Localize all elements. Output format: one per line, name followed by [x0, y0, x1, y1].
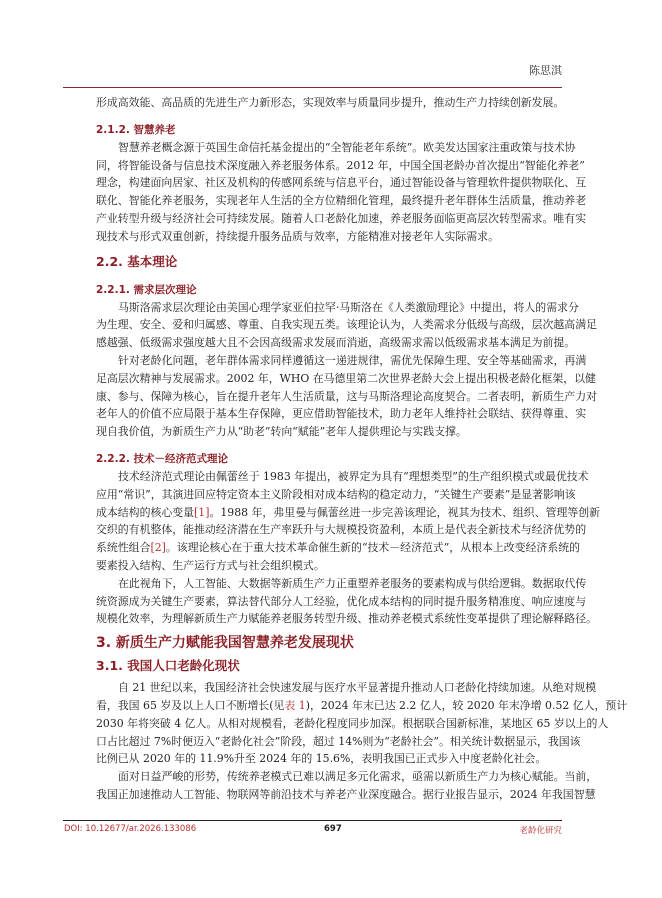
paragraph: [96, 575, 597, 628]
paragraph: [96, 468, 601, 575]
text-line: 应用“常识”，其演进回应特定资本主义阶段相对成本结构的稳定动力，“关键生产要素”是显著影响该: [96, 487, 576, 501]
text-line: [96, 697, 628, 715]
text-line: 2030 年将突破 4 亿人。从相对规模看，老龄化程度同步加深。根据联合国新标准，某地区 65 岁以上的人: [96, 716, 609, 730]
running-header-author: 陈思淇: [529, 64, 562, 77]
text-line: 交织的有机整体，能推动经济潜在生产率跃升与大规模投资盈利，本质上是代表全新技术与经济优势的: [96, 523, 587, 537]
paragraph: [96, 139, 587, 246]
subsubsection-heading: 2.2.1. 需求层次理论: [96, 283, 197, 296]
subsection-heading: 3.1. 我国人口老龄化现状: [96, 658, 240, 674]
text-line: [96, 504, 601, 522]
article-body: [96, 94, 628, 804]
subsubsection-heading: 2.2.2. 技术－经济范式理论: [96, 452, 229, 465]
text-segment: 看，我国 65 岁及以上人口不断增长(见: [96, 698, 285, 712]
section-heading: 3. 新质生产力赋能我国智慧养老发展现状: [96, 635, 354, 652]
paragraph: [96, 768, 598, 804]
text-line: 老年人的价值不应局限于基本生存保障，更应借助智能技术，助力老年人维持社会联结、获得尊重、实: [96, 407, 587, 421]
paragraph: [96, 299, 597, 352]
text-line: 智慧养老概念源于英国生命信托基金提出的“全智能老年系统”。欧美发达国家注重政策与技术协: [118, 140, 576, 154]
text-line: 面对日益严峻的形势，传统养老模式已难以满足多元化需求，亟需以新质生产力为核心赋能。当前，: [118, 770, 598, 784]
text-line: 在此视角下，人工智能、大数据等新质生产力正重塑养老服务的要素构成与供给逻辑。数据取代传: [118, 576, 587, 590]
citation-link[interactable]: [2]: [150, 541, 166, 555]
text-line: 技术经济范式理论由佩蕾丝于 1983 年提出，被界定为具有“理想类型”的生产组织模式或最优技术: [118, 469, 589, 483]
text-line: 联化、智能化养老服务，实现老年人生活的全方位精细化管理，最终提升老年群体生活质量，推动养老: [96, 194, 587, 208]
text-line: 足高层次精神与发展需求。2002 年，WHO 在马德里第二次世界老龄大会上提出积极老龄化框架，以健: [96, 371, 596, 385]
citation-link[interactable]: 表 1: [284, 698, 306, 712]
text-line: 产业转型升级与经济社会可持续发展。随着人口老龄化加速，养老服务面临更高层次转型需求。唯有实: [96, 211, 587, 225]
text-segment: 。该理论核心在于重大技术革命催生新的“技术－经济范式”，从根本上改变经济系统的: [165, 541, 580, 555]
footer-divider: [63, 820, 562, 821]
text-line: 我国正加速推动人工智能、物联网等前沿技术与养老产业深度融合。据行业报告显示，2024 年我国智慧: [96, 787, 596, 801]
text-line: 自 21 世纪以来，我国经济社会快速发展与医疗水平显著提升推动人口老龄化持续加速。从绝对规模: [118, 681, 597, 695]
footer-page-number: 697: [324, 824, 342, 834]
subsection-heading: 2.2. 基本理论: [96, 253, 178, 269]
text-line: 马斯洛需求层次理论由美国心理学家亚伯拉罕·马斯洛在《人类激励理论》中提出，将人的需求分: [118, 300, 579, 314]
text-line: 规模化效率，为理解新质生产力赋能养老服务转型升级、推动养老模式系统性变革提供了理论解释路径。: [96, 612, 597, 626]
text-line: 要素投入结构、生产运行方式与社会组织模式。: [96, 558, 325, 572]
text-segment: 系统性组合: [96, 541, 151, 555]
text-line: 感越强、低级需求强度越大且不会因高级需求发展而消逝，高级需求需以低级需求基本满足为前提。: [96, 336, 576, 350]
text-line: 同，将智能设备与信息技术深度融入养老服务体系。2012 年，中国全国老龄办首次提出“智能化养老”: [96, 158, 585, 172]
text-line: 为生理、安全、爱和归属感、尊重、自我实现五类。该理论认为，人类需求分低级与高级，层次越高满足: [96, 318, 597, 332]
text-segment: 成本结构的核心变量: [96, 505, 195, 519]
text-line: 比例已从 2020 年的 11.9%升至 2024 年的 15.6%，表明我国已正式步入中度老龄化社会。: [96, 752, 547, 766]
header-divider: [63, 87, 562, 88]
footer-journal-name: 老龄化研究: [519, 826, 562, 836]
text-segment: )，2024 年末已达 2.2 亿人，较 2020 年末净增 0.52 亿人，预计: [305, 698, 628, 712]
text-segment: 。1988 年，弗里曼与佩蕾丝进一步完善该理论，视其为技术、组织、管理等创新: [209, 505, 601, 519]
subsubsection-heading: 2.1.2. 智慧养老: [96, 123, 176, 136]
citation-link[interactable]: [1]: [194, 505, 210, 519]
paragraph: [96, 94, 565, 112]
footer-doi-link[interactable]: DOI: 10.12677/ar.2026.133086: [64, 824, 197, 834]
text-line: 针对老龄化问题，老年群体需求同样遵循这一递进规律，需优先保障生理、安全等基础需求，再满: [118, 353, 587, 367]
text-line: 现自我价值，为新质生产力从“助老”转向“赋能”老年人提供理论与实践支撑。: [96, 425, 467, 439]
text-line: 康、参与、保障为核心，旨在提升老年人生活质量，这与马斯洛理论高度契合。二者表明，新质生产力对: [96, 389, 597, 403]
text-line: 理念，构建面向居家、社区及机构的传感网系统与信息平台，通过智能设备与管理软件提供物联化、互: [96, 176, 587, 190]
text-line: [96, 539, 580, 557]
paragraph: [96, 679, 628, 768]
text-line: 口占比超过 7%时便迈入“老龄化社会”阶段，超过 14%则为“老龄社会”。相关统计数据显示，我国该: [96, 734, 581, 748]
text-line: 统资源成为关键生产要素，算法替代部分人工经验，优化成本结构的同时提升服务精准度、响应速度与: [96, 594, 587, 608]
paragraph: [96, 352, 597, 441]
text-line: 形成高效能、高品质的先进生产力新形态，实现效率与质量同步提升，推动生产力持续创新发展。: [96, 96, 565, 109]
text-line: 现技术与形式双重创新，持续提升服务品质与效率，方能精准对接老年人实际需求。: [96, 229, 499, 243]
